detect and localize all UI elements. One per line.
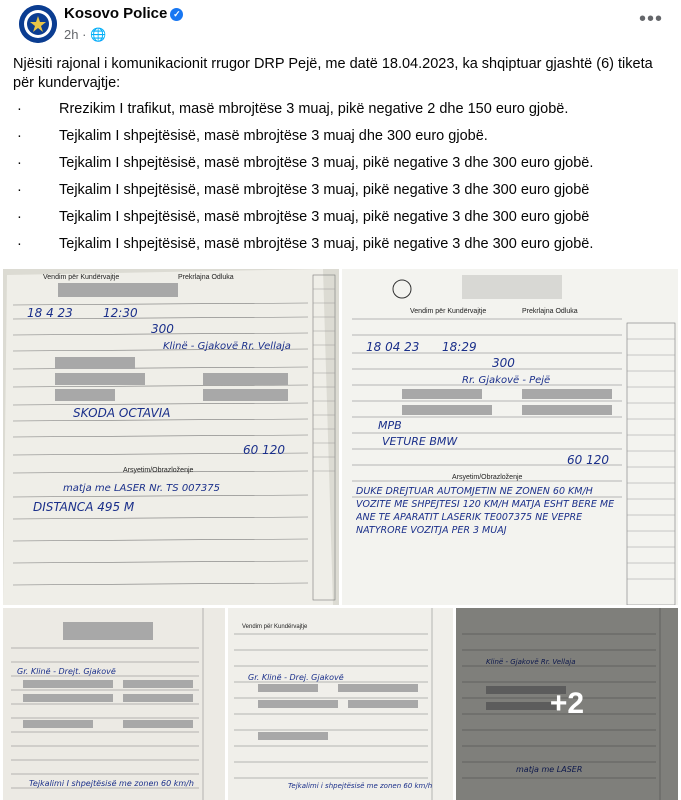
bullet: · — [17, 155, 22, 171]
list-item — [13, 235, 663, 262]
handwritten-date: 18 4 23 — [27, 306, 73, 320]
bullet: · — [17, 128, 22, 144]
handwritten-location: Klinë - Gjakovë Rr. Vellaja — [163, 341, 291, 352]
post-meta: 2h · 🌐 — [64, 27, 107, 42]
form-header: Vendim për Kundërvajtje — [43, 274, 120, 281]
list-item — [13, 154, 663, 181]
handwritten-note: matja me LASER Nr. TS 007375 — [63, 483, 220, 494]
page-avatar[interactable] — [19, 5, 57, 43]
form-header-2: Prekrlajna Odluka — [522, 308, 578, 315]
ticket-form-image — [3, 608, 225, 800]
more-options-icon[interactable]: ••• — [638, 8, 663, 30]
globe-icon: 🌐 — [90, 27, 107, 42]
post-text — [13, 55, 663, 262]
form-section-title: Arsyetim/Obrazloženje — [123, 467, 194, 474]
handwritten-note: matja me LASER — [516, 765, 583, 774]
handwritten-vehicle: SKODA OCTAVIA — [73, 406, 171, 420]
ticket-form-image — [3, 269, 339, 605]
bullet: · — [17, 182, 22, 198]
handwritten-location: Klinë - Gjakovë Rr. Vellaja — [486, 658, 576, 666]
handwritten-amount: 300 — [492, 356, 515, 370]
handwritten-note-2: DISTANCA 495 M — [33, 500, 135, 514]
handwritten-vehicle: VETURE BMW — [382, 435, 458, 448]
handwritten-location: Rr. Gjakovë - Pejë — [462, 375, 551, 386]
handwritten-amount: 300 — [151, 322, 174, 336]
ticket-text: Tejkalim I shpejtësisë, masë mbrojtëse 3 muaj, pikë negative 3 dhe 300 euro gjobë. — [59, 236, 594, 252]
handwritten-reg: MPB — [378, 419, 402, 432]
handwritten-speed: 60 120 — [567, 453, 609, 467]
ticket-text: Tejkalim I shpejtësisë, masë mbrojtëse 3 muaj, pikë negative 3 dhe 300 euro gjobë — [59, 182, 590, 198]
handwritten-location: Gr. Klinë - Drejt. Gjakovë — [17, 667, 116, 676]
more-photos-overlay[interactable] — [456, 608, 678, 800]
page-name[interactable] — [64, 5, 183, 22]
ticket-photo-4[interactable] — [228, 608, 453, 800]
list-item — [13, 100, 663, 127]
handwritten-time: 18:29 — [442, 340, 477, 354]
ticket-form-image — [342, 269, 678, 605]
ticket-photo-1[interactable] — [3, 269, 339, 605]
handwritten-note: DUKE DREJTUAR AUTOMJETIN NE ZONEN 60 KM/H VOZITE ME SHPEJTESI 120 KM/H MATJA ESHT BERE ME ANE TE APARATIT LASERIK TE007375 NE VEPRE NATYRORE VOZITJA PER 3 MUAJ — [356, 486, 615, 536]
verified-badge-icon: ✓ — [170, 8, 183, 21]
handwritten-speed: 60 120 — [243, 443, 285, 457]
bullet: · — [17, 209, 22, 225]
form-header: Vendim për Kundërvajtje — [410, 308, 487, 315]
form-section-title: Arsyetim/Obrazloženje — [452, 474, 523, 481]
post-intro: Njësiti rajonal i komunikacionit rrugor DRP Pejë, me datë 18.04.2023, ka shqiptuar gjashtë (6) tiketa për kundervajtje: — [13, 56, 653, 91]
list-item — [13, 208, 663, 235]
ticket-photo-3[interactable] — [3, 608, 225, 800]
form-header-2: Prekrlajna Odluka — [178, 274, 234, 281]
handwritten-note: Tejkalimi i shpejtësisë me zonen 60 km/h — [288, 782, 433, 790]
ticket-photo-5[interactable] — [456, 608, 678, 800]
form-header: Vendim për Kundërvajtje — [242, 624, 308, 630]
ticket-text: Rrezikim I trafikut, masë mbrojtëse 3 muaj, pikë negative 2 dhe 150 euro gjobë. — [59, 101, 569, 117]
ticket-text: Tejkalim I shpejtësisë, masë mbrojtëse 3 muaj, pikë negative 3 dhe 300 euro gjobë. — [59, 155, 594, 171]
ticket-list — [13, 100, 663, 262]
ticket-form-image — [228, 608, 453, 800]
photo-grid — [0, 267, 681, 800]
ticket-text: Tejkalim I shpejtësisë, masë mbrojtëse 3 muaj, pikë negative 3 dhe 300 euro gjobë — [59, 209, 590, 225]
bullet: · — [17, 236, 22, 252]
more-photos-count[interactable]: +2 — [549, 687, 585, 720]
list-item — [13, 181, 663, 208]
handwritten-date: 18 04 23 — [366, 340, 420, 354]
page-name-text[interactable]: Kosovo Police — [64, 5, 168, 22]
post-time[interactable]: 2h — [64, 27, 79, 42]
post-header — [0, 0, 681, 50]
ticket-text: Tejkalim I shpejtësisë, masë mbrojtëse 3 muaj dhe 300 euro gjobë. — [59, 128, 488, 144]
list-item — [13, 127, 663, 154]
handwritten-note: Tejkalimi I shpejtësisë me zonen 60 km/h — [29, 779, 194, 788]
handwritten-location: Gr. Klinë - Drej. Gjakovë — [248, 673, 344, 682]
police-logo-icon — [19, 5, 57, 43]
bullet: · — [17, 101, 22, 117]
ticket-photo-2[interactable] — [342, 269, 678, 605]
handwritten-time: 12:30 — [103, 306, 138, 320]
